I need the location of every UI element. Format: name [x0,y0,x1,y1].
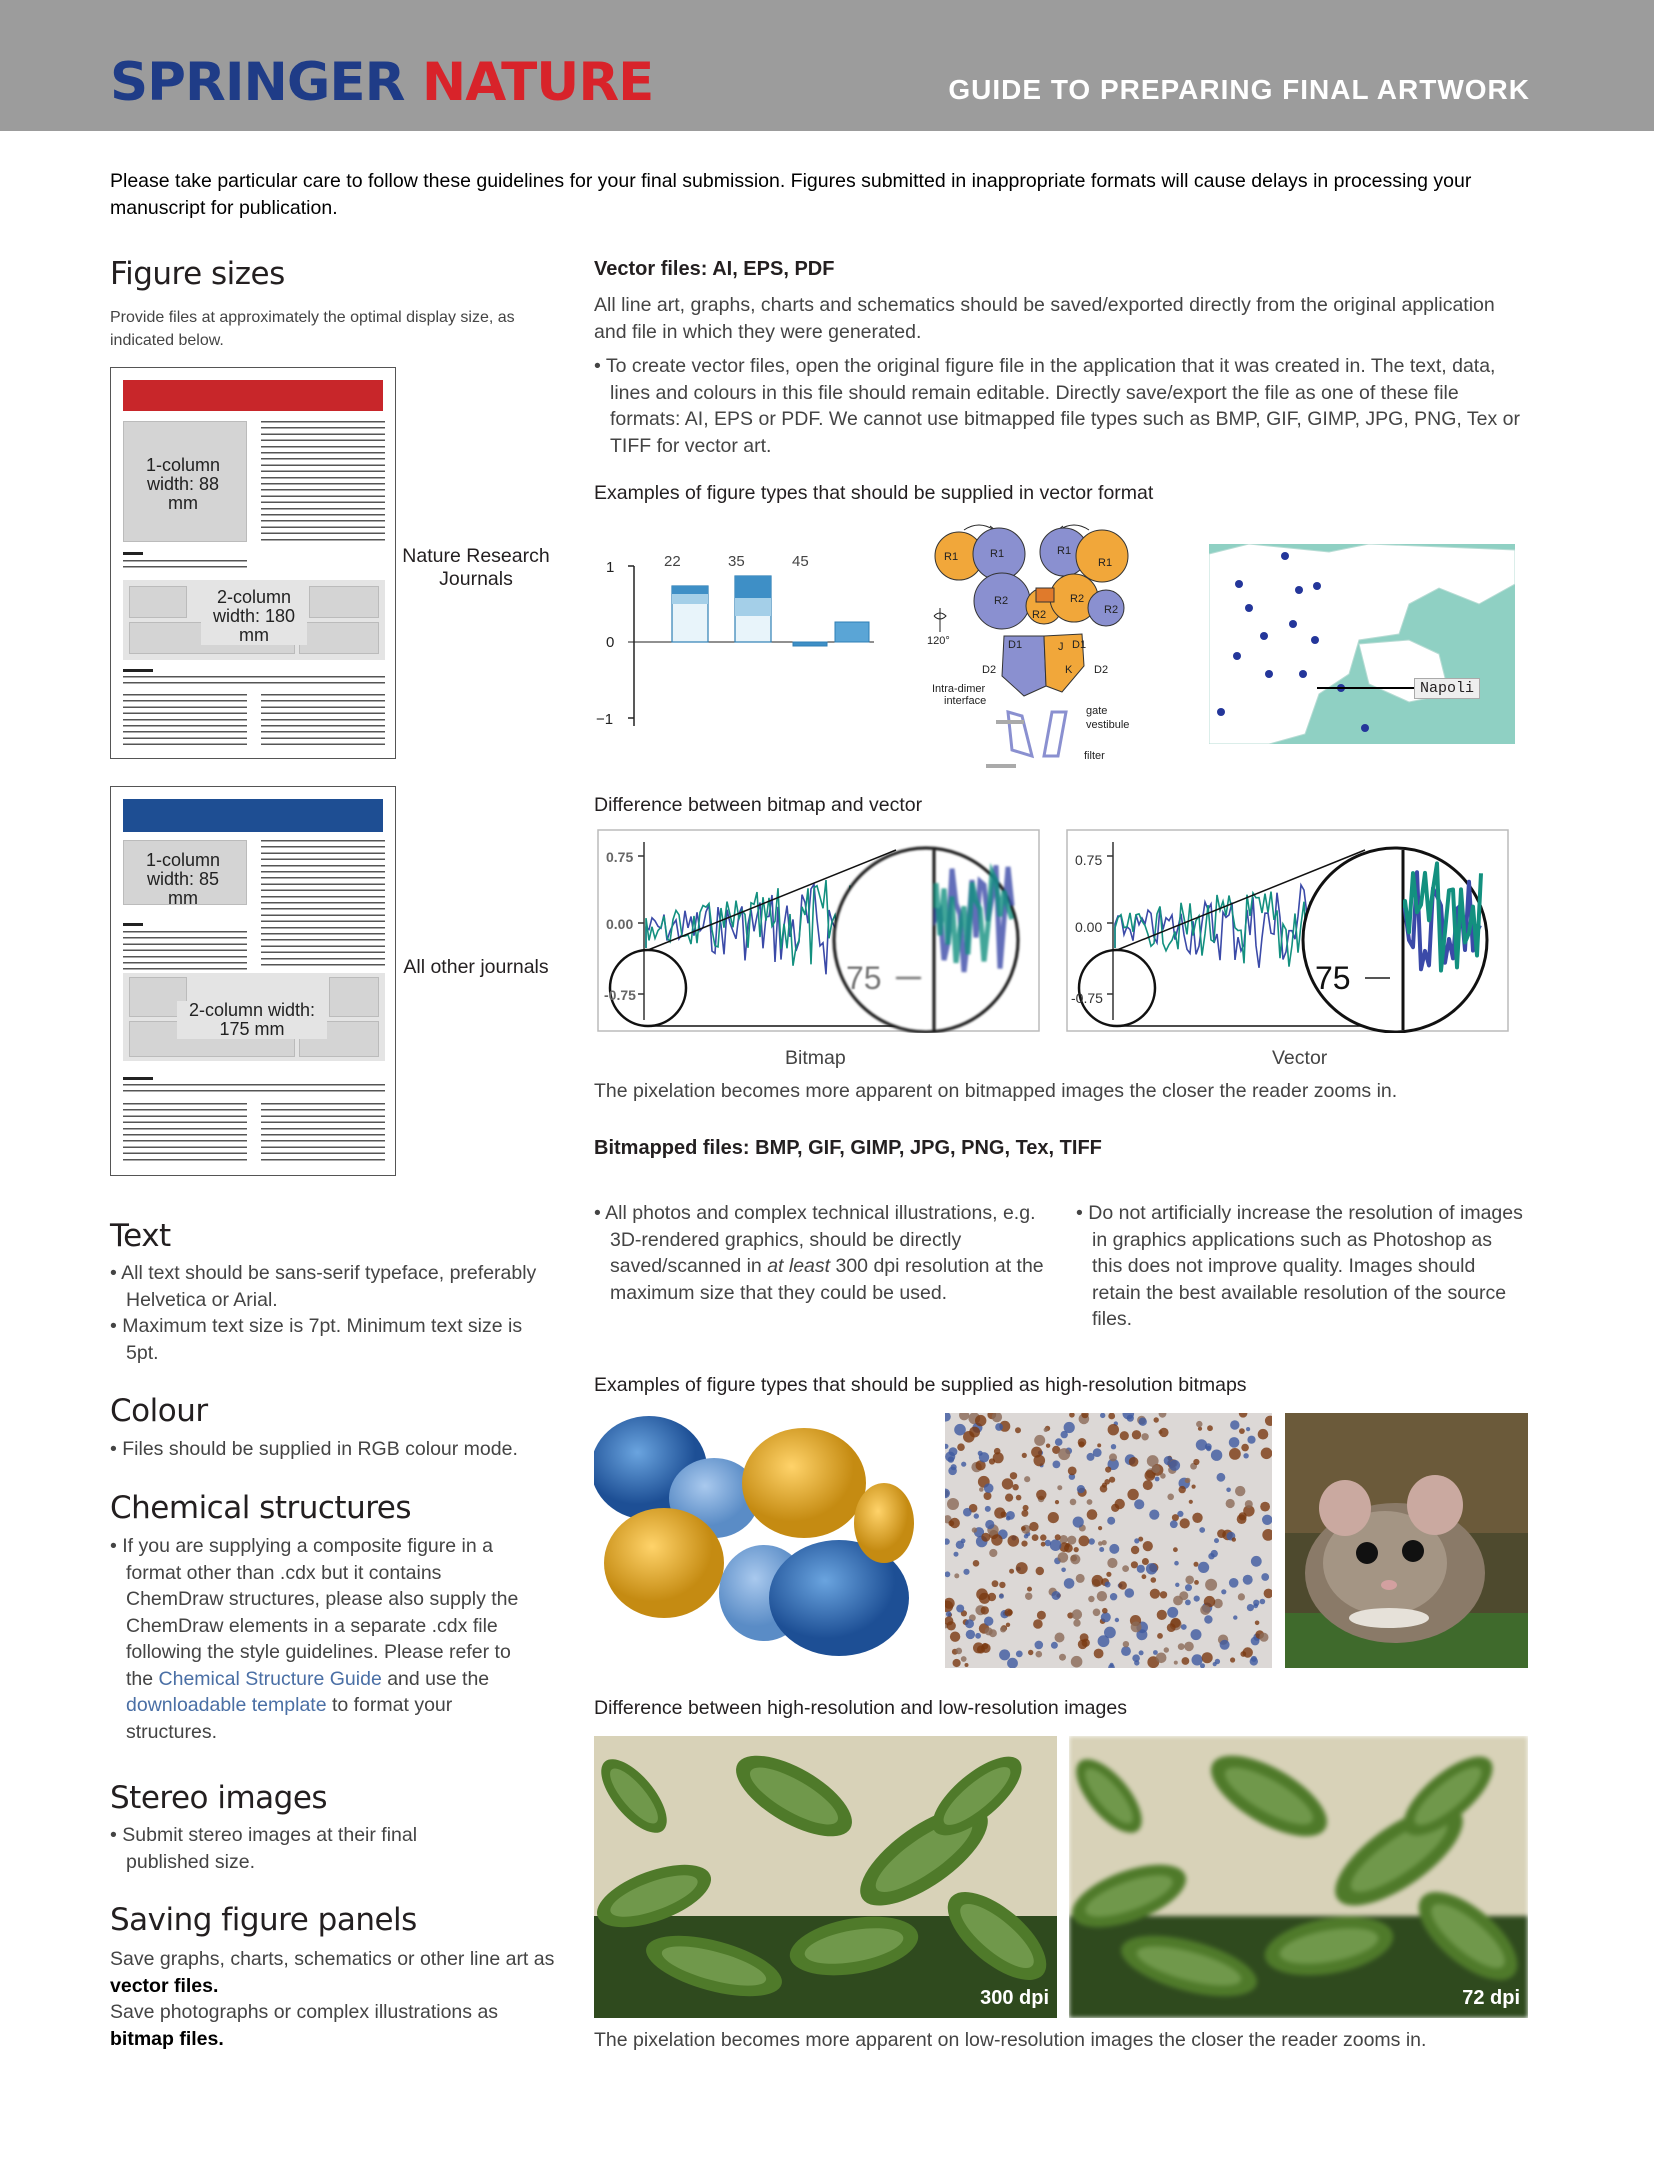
map-label-napoli: Napoli [1414,678,1480,699]
svg-text:interface: interface [944,695,987,707]
map-example [1209,544,1515,744]
bar-4 [835,622,869,642]
bar-3 [793,642,827,646]
vector-desc: All line art, graphs, charts and schematics should be saved/exported directly from the original application and file in which they were generated. [594,294,1495,343]
svg-text:R2: R2 [1104,604,1119,616]
two-column-label: 2-column width: 180 mm [201,588,307,645]
tick-label: 0.75 [1075,852,1103,868]
tick-label: 0.00 [1075,919,1103,935]
tick-label: -0.75 [604,987,636,1003]
svg-text:Intra-dimer: Intra-dimer [932,683,986,695]
bitmap-vs-vector-caption: Difference between bitmap and vector [594,794,923,816]
mouse-photo [1285,1413,1528,1668]
svg-text:R1: R1 [944,551,959,563]
svg-text:K: K [1065,664,1073,676]
bar-top-label-35: 35 [728,553,745,570]
svg-text:R1: R1 [1057,545,1072,557]
protein-schematic-diagram [924,516,1154,776]
saving-text: Save graphs, charts, schematics or other line art as vector files. Save photographs or complex illustrations as bitmap files. [110,1948,555,2050]
bitmapped-heading: Bitmapped files: BMP, GIF, GIMP, JPG, PNG, Tex, TIFF [594,1137,1102,1159]
bitmap-label: Bitmap [785,1047,846,1069]
histology-image [945,1413,1272,1668]
svg-text:vestibule: vestibule [1086,719,1130,731]
svg-text:filter: filter [1084,750,1105,762]
tick-label: 0.75 [606,849,634,865]
svg-text:R1: R1 [1098,557,1113,569]
svg-text:R1: R1 [990,548,1005,560]
tick-label: 0.00 [606,916,634,932]
bar-top-label-45: 45 [792,553,809,570]
one-column-label: 1-column width: 88 mm [145,455,221,513]
vector-panel [1065,828,1510,1033]
svg-text:D1: D1 [1072,639,1087,651]
svg-text:R2: R2 [1032,609,1047,621]
svg-text:gate: gate [1086,705,1108,717]
protein-surface-image [594,1413,914,1668]
colour-bullet: • Files should be supplied in RGB colour mode. [110,1438,518,1460]
svg-text:120°: 120° [927,635,950,647]
svg-text:R2: R2 [994,595,1009,607]
vector-label: Vector [1272,1047,1328,1069]
stereo-bullet: • Submit stereo images at their final published size. [110,1824,418,1873]
bitmapped-bullet-2: • Do not artificially increase the resolution of images in graphics applications such as Photoshop as this does not improve quality. Images should retain the best available resolution of the source files. [1076,1202,1523,1330]
text-lines [261,840,385,970]
chemical-structure-guide-link[interactable]: Chemical Structure Guide [158,1667,382,1690]
two-column-label: 2-column width: 175 mm [177,1001,327,1039]
vector-heading: Vector files: AI, EPS, PDF [594,258,835,280]
layout-diagram-nature [110,367,396,759]
bitmapped-bullet-1: • All photos and complex technical illustrations, e.g. 3D-rendered graphics, should be directly saved/scanned in at least 300 dpi resolution at the maximum size that they could be used. [594,1202,1044,1304]
resolution-caption: Difference between high-resolution and low-resolution images [594,1697,1127,1719]
vector-bar-chart-example [594,546,884,736]
tick-label: -0.75 [1071,990,1103,1006]
layout-header-bar [123,799,383,832]
guide-title: GUIDE TO PREPARING FINAL ARTWORK [948,74,1530,105]
zoom-tick-text: 75 [846,960,882,996]
text-bullet-1: • All text should be sans-serif typeface, preferably Helvetica or Arial. [110,1262,537,1311]
text-heading: Text [110,1218,171,1254]
low-res-label: 72 dpi [1462,1987,1520,2009]
bitmap-panel [596,828,1041,1033]
figure-sizes-heading: Figure sizes [110,256,285,292]
y-tick-0: 0 [606,634,615,651]
svg-text:D1: D1 [1008,639,1023,651]
high-res-label: 300 dpi [980,1987,1049,2009]
svg-text:D2: D2 [1094,664,1109,676]
colour-heading: Colour [110,1393,208,1429]
svg-text:R2: R2 [1070,593,1085,605]
svg-text:D2: D2 [982,664,997,676]
journal-label-other: All other journals [403,956,549,978]
downloadable-template-link[interactable]: downloadable template [126,1694,327,1716]
plant-photo-low-res [1069,1736,1528,2018]
svg-text:J: J [1058,641,1064,653]
vector-examples-caption: Examples of figure types that should be supplied in vector format [594,482,1154,504]
bitmap-examples-caption: Examples of figure types that should be supplied as high-resolution bitmaps [594,1374,1247,1396]
springer-nature-logo: SPRINGER NATURE [110,52,654,113]
journal-label-nature: Nature Research Journals [402,545,550,590]
one-column-label: 1-column width: 85 mm [145,850,221,908]
bar-top-label-22: 22 [664,553,681,570]
saving-heading: Saving figure panels [110,1902,417,1938]
y-tick-1: 1 [606,559,615,576]
stereo-heading: Stereo images [110,1780,328,1816]
plant-photo-high-res [594,1736,1057,2018]
figure-sizes-desc: Provide files at approximately the optimal display size, as indicated below. [110,309,515,349]
layout-diagram-other [110,786,396,1176]
chemical-bullet: • If you are supplying a composite figure in a format other than .cdx but it contains ChemDraw structures, please also supply the ChemDraw elements in a separate .cdx file following the style guidelines. Please refer to the Chemical Structure Guide and use the downloadable template to format your structures. [110,1535,519,1743]
layout-header-bar [123,380,383,411]
y-tick-neg1: −1 [596,711,614,728]
zoom-tick-text: 75 [1315,960,1351,996]
chemical-heading: Chemical structures [110,1490,412,1526]
text-bullet-2: • Maximum text size is 7pt. Minimum text size is 5pt. [110,1315,523,1364]
bitmap-note: The pixelation becomes more apparent on bitmapped images the closer the reader zooms in. [594,1080,1398,1102]
vector-bullet: • To create vector files, open the original figure file in the application that it was created in. The text, data, lines and colours in this file should remain editable. Directly save/export the file as one of these file formats: AI, EPS or PDF. We cannot use bitmapped file types such as BMP, GIF, GIMP, JPG, PNG, Tex or TIFF for vector art. [594,355,1521,457]
text-lines [261,421,385,544]
resolution-note: The pixelation becomes more apparent on low-resolution images the closer the reader zooms in. [594,2029,1427,2051]
intro-text: Please take particular care to follow these guidelines for your final submission. Figures submitted in inappropriate formats will cause delays in processing your manuscript for publication. [110,170,1472,219]
